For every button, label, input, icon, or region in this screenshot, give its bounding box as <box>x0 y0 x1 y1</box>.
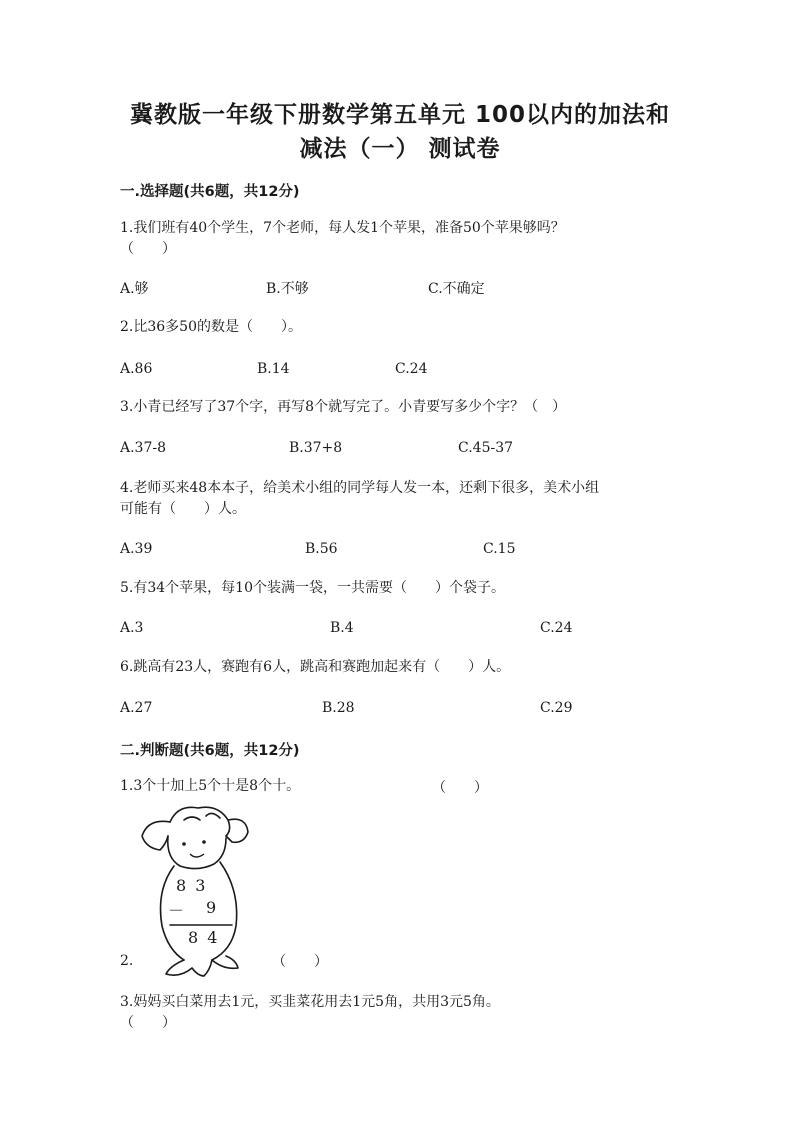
figure-top-number: 8 3 <box>176 876 208 895</box>
option-c: C.不确定 <box>428 281 485 297</box>
question-stem: 6.跳高有23人，赛跑有6人，跳高和赛跑加起来有（ ）人。 <box>120 659 511 675</box>
option-c: C.24 <box>395 361 428 377</box>
option-b: B.14 <box>257 361 290 377</box>
figure-operand: 9 <box>206 898 217 917</box>
option-a: A.3 <box>120 620 144 636</box>
section-heading-choice: 一.选择题(共6题，共12分) <box>120 184 300 200</box>
option-a: A.37-8 <box>120 440 167 456</box>
question-stem: 4.老师买来48本本子，给美术小组的同学每人发一本，还剩下很多，美术小组 <box>120 480 600 496</box>
answer-blank: （ ） <box>272 954 328 970</box>
question-stem: 3.小青已经写了37个字，再写8个就写完了。小青要写多少个字？（ ） <box>120 399 567 415</box>
question-stem: 2.比36多50的数是（ ）。 <box>120 319 302 335</box>
page-title-line1: 冀教版一年级下册数学第五单元 100以内的加法和 <box>129 102 671 128</box>
option-a: A.够 <box>120 281 149 297</box>
figure-result: 8 4 <box>188 928 220 947</box>
option-c: C.45-37 <box>458 440 514 456</box>
option-b: B.不够 <box>266 281 309 297</box>
judge-question-stem: 3.妈妈买白菜用去1元，买韭菜花用去1元5角，共用3元5角。 <box>120 994 500 1010</box>
answer-blank: （ ） <box>432 780 488 796</box>
option-c: C.29 <box>540 700 573 716</box>
question-stem: 1.我们班有40个学生，7个老师，每人发1个苹果，准备50个苹果够吗？ <box>120 220 565 236</box>
option-a: A.27 <box>120 700 153 716</box>
answer-blank: （ ） <box>120 1015 176 1031</box>
option-a: A.39 <box>120 541 153 557</box>
judge-question-stem: 1.3个十加上5个十是8个十。 <box>120 778 301 794</box>
page-title-line2: 减法（一） 测试卷 <box>299 136 501 162</box>
option-b: B.4 <box>330 620 354 636</box>
option-c: C.15 <box>483 541 516 557</box>
option-b: B.56 <box>305 541 338 557</box>
answer-blank: （ ） <box>120 241 176 257</box>
section-heading-judge: 二.判断题(共6题，共12分) <box>120 743 300 759</box>
question-stem-cont: 可能有（ ）人。 <box>120 501 246 517</box>
question-stem: 5.有34个苹果，每10个装满一袋，一共需要（ ）个袋子。 <box>120 580 505 596</box>
option-b: B.37+8 <box>289 440 343 456</box>
option-c: C.24 <box>540 620 573 636</box>
figure-operator: － <box>168 901 185 920</box>
option-a: A.86 <box>120 361 153 377</box>
judge-question-stem: 2. <box>120 953 134 969</box>
option-b: B.28 <box>322 700 355 716</box>
